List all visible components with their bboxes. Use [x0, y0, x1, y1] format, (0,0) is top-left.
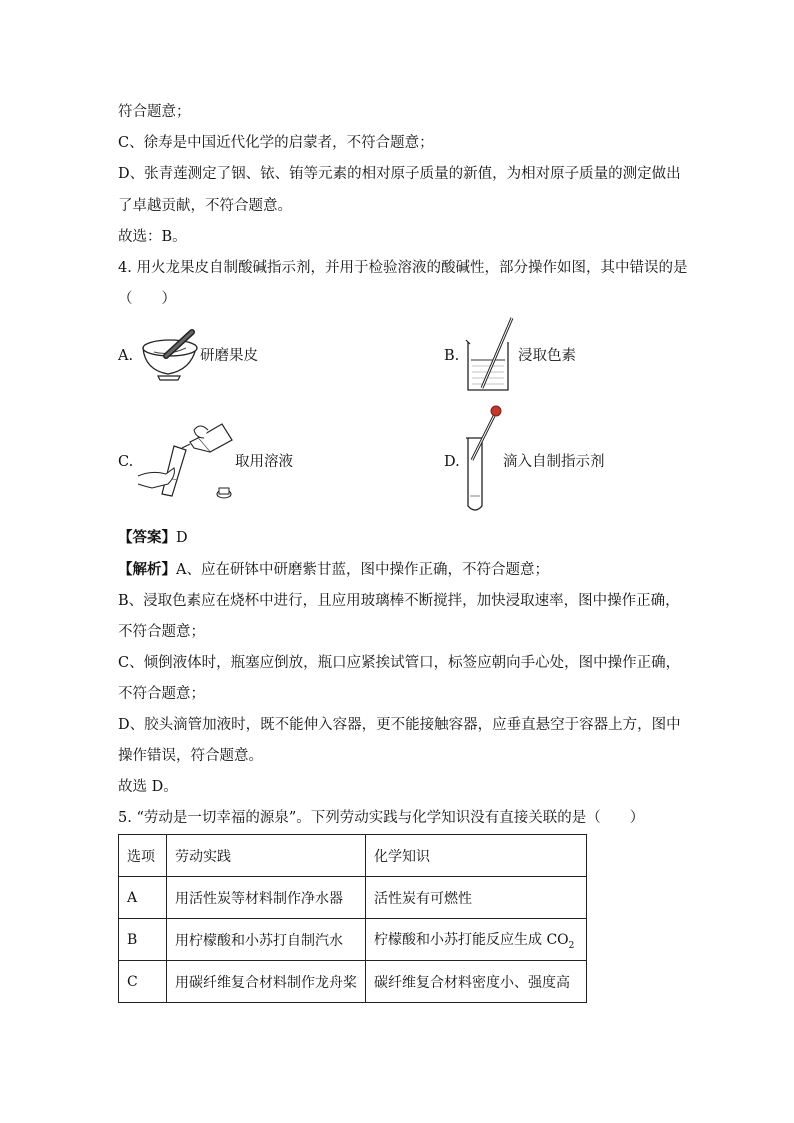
analysis-tag: 【解析】 [118, 561, 176, 578]
option-b-caption: 浸取色素 [518, 348, 576, 364]
dropper-test-tube-icon [460, 402, 506, 516]
table-cell: 活性炭有可燃性 [366, 877, 587, 919]
analysis-line: C、倾倒液体时，瓶塞应倒放，瓶口应紧挨试管口，标签应朝向手心处，图中操作正确， [118, 655, 681, 671]
text-line: 了卓越贡献，不符合题意。 [118, 198, 292, 214]
analysis-line [118, 560, 549, 580]
table-cell: 用碳纤维复合材料制作龙舟桨 [167, 961, 366, 1003]
option-a-caption: 研磨果皮 [200, 348, 258, 364]
question-4-stem: 4. 用火龙果皮自制酸碱指示剂，并用于检验溶液的酸碱性，部分操作如图，其中错误的是 [118, 260, 688, 276]
question-5-table [118, 834, 587, 1003]
option-c-caption: 取用溶液 [235, 454, 293, 470]
analysis-line: 不符合题意； [118, 686, 205, 702]
answer-tag: 【答案】 [118, 529, 176, 546]
analysis-line: 不符合题意； [118, 624, 205, 640]
mortar-pestle-icon [140, 326, 200, 382]
option-a-letter: A. [118, 348, 134, 364]
option-b-letter: B. [444, 348, 460, 364]
analysis-text: A、应在研钵中研磨紫甘蓝，图中操作正确，不符合题意； [176, 562, 549, 578]
beaker-stirring-icon [462, 316, 514, 394]
question-4-paren: （ ） [118, 291, 176, 307]
text-line: C、徐寿是中国近代化学的启蒙者，不符合题意； [118, 135, 434, 151]
option-d-caption: 滴入自制指示剂 [503, 454, 605, 470]
table-cell [366, 919, 587, 961]
analysis-line: 操作错误，符合题意。 [118, 748, 263, 764]
table-cell: 用柠檬酸和小苏打自制汽水 [167, 919, 366, 961]
table-header-cell: 选项 [119, 835, 167, 877]
co2-subscript: 2 [568, 940, 575, 951]
table-cell: 碳纤维复合材料密度小、强度高 [366, 961, 587, 1003]
table-header-cell: 化学知识 [366, 835, 587, 877]
table-cell: B [119, 919, 167, 961]
table-cell-text: 柠檬酸和小苏打能反应生成 CO [374, 931, 569, 948]
table-cell: C [119, 961, 167, 1003]
pouring-liquid-icon [138, 416, 236, 504]
analysis-line: D、胶头滴管加液时，既不能伸入容器，更不能接触容器，应垂直悬空于容器上方，图中 [118, 717, 681, 733]
text-line: 故选：B。 [118, 229, 187, 245]
table-header-row [119, 835, 587, 877]
text-line: D、张青莲测定了铟、铱、铕等元素的相对原子质量的新值，为相对原子质量的测定做出 [118, 166, 681, 182]
table-cell: 用活性炭等材料制作净水器 [167, 877, 366, 919]
table-cell: A [119, 877, 167, 919]
option-d-letter: D. [444, 454, 460, 470]
table-row [119, 919, 587, 961]
table-header-cell: 劳动实践 [167, 835, 366, 877]
option-c-letter: C. [118, 454, 134, 470]
question-5-stem: 5. “劳动是一切幸福的源泉”。下列劳动实践与化学知识没有直接关联的是（ ） [118, 810, 645, 826]
analysis-line: B、浸取色素应在烧杯中进行，且应用玻璃棒不断搅拌，加快浸取速率，图中操作正确， [118, 593, 680, 609]
answer-value: D [176, 530, 188, 546]
answer-line [118, 528, 188, 548]
analysis-line: 故选 D。 [118, 779, 178, 795]
text-line: 符合题意； [118, 104, 191, 120]
table-row [119, 961, 587, 1003]
table-row [119, 877, 587, 919]
